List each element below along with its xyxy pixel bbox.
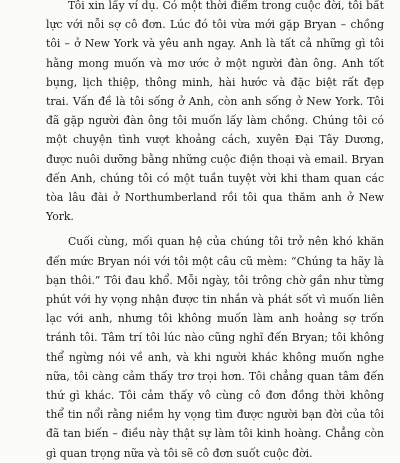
book-page bbox=[46, 0, 384, 460]
paragraph-2: Cuối cùng, mối quan hệ của chúng tôi trở nên khó khăn đến mức Bryan nói với tôi một câu cũ mèm: “Chúng ta hãy là bạn thôi.” Tôi đau khổ. Mỗi ngày, tôi trông chờ gần như từng phút với hy vọng nhận được tin nhắn và phát sốt vì muốn liên lạc với anh, nhưng tôi không muốn làm anh hoảng sợ trốn tránh tôi. Tâm trí tôi lúc nào cũng nghĩ đến Bryan; tôi không thể ngừng nói về anh, và khi người khác không muốn nghe nữa, tôi càng cảm thấy trơ trọi hơn. Tôi chẳng quan tâm đến thứ gì khác. Tôi cảm thấy vô cùng cô đơn đồng thời không thể tin nổi rằng niềm hy vọng tìm được người bạn đời của tôi đã tan biến – điều này thật sự làm tôi kinh hoàng. Chẳng còn gì quan trọng nữa và tôi sẽ cô đơn suốt cuộc đời. bbox=[46, 235, 384, 460]
paragraph-1: Tôi xin lấy ví dụ. Có một thời điểm trong cuộc đời, tôi bất lực với nỗi sợ cô đơn. Lúc đó tôi vừa mới gặp Bryan – chồng tôi – ở New York và yêu anh ngay. Anh là tất cả những gì tôi hằng mong muốn và mơ ước ở một người đàn ông. Anh tốt bụng, lịch thiệp, thông minh, hài hước và đặc biệt rất đẹp trai. Vấn đề là tôi sống ở Anh, còn anh sống ở New York. Tôi đã gặp người đàn ông tôi muốn lấy làm chồng. Chúng tôi có một chuyện tình vượt khoảng cách, xuyên Đại Tây Dương, được nuôi dưỡng bằng những cuộc điện thoại và email. Bryan đến Anh, chúng tôi có một tuần tuyệt vời khi tham quan các tòa lâu đài ở Northumberland rồi tôi qua thăm anh ở New York. bbox=[46, 0, 384, 224]
